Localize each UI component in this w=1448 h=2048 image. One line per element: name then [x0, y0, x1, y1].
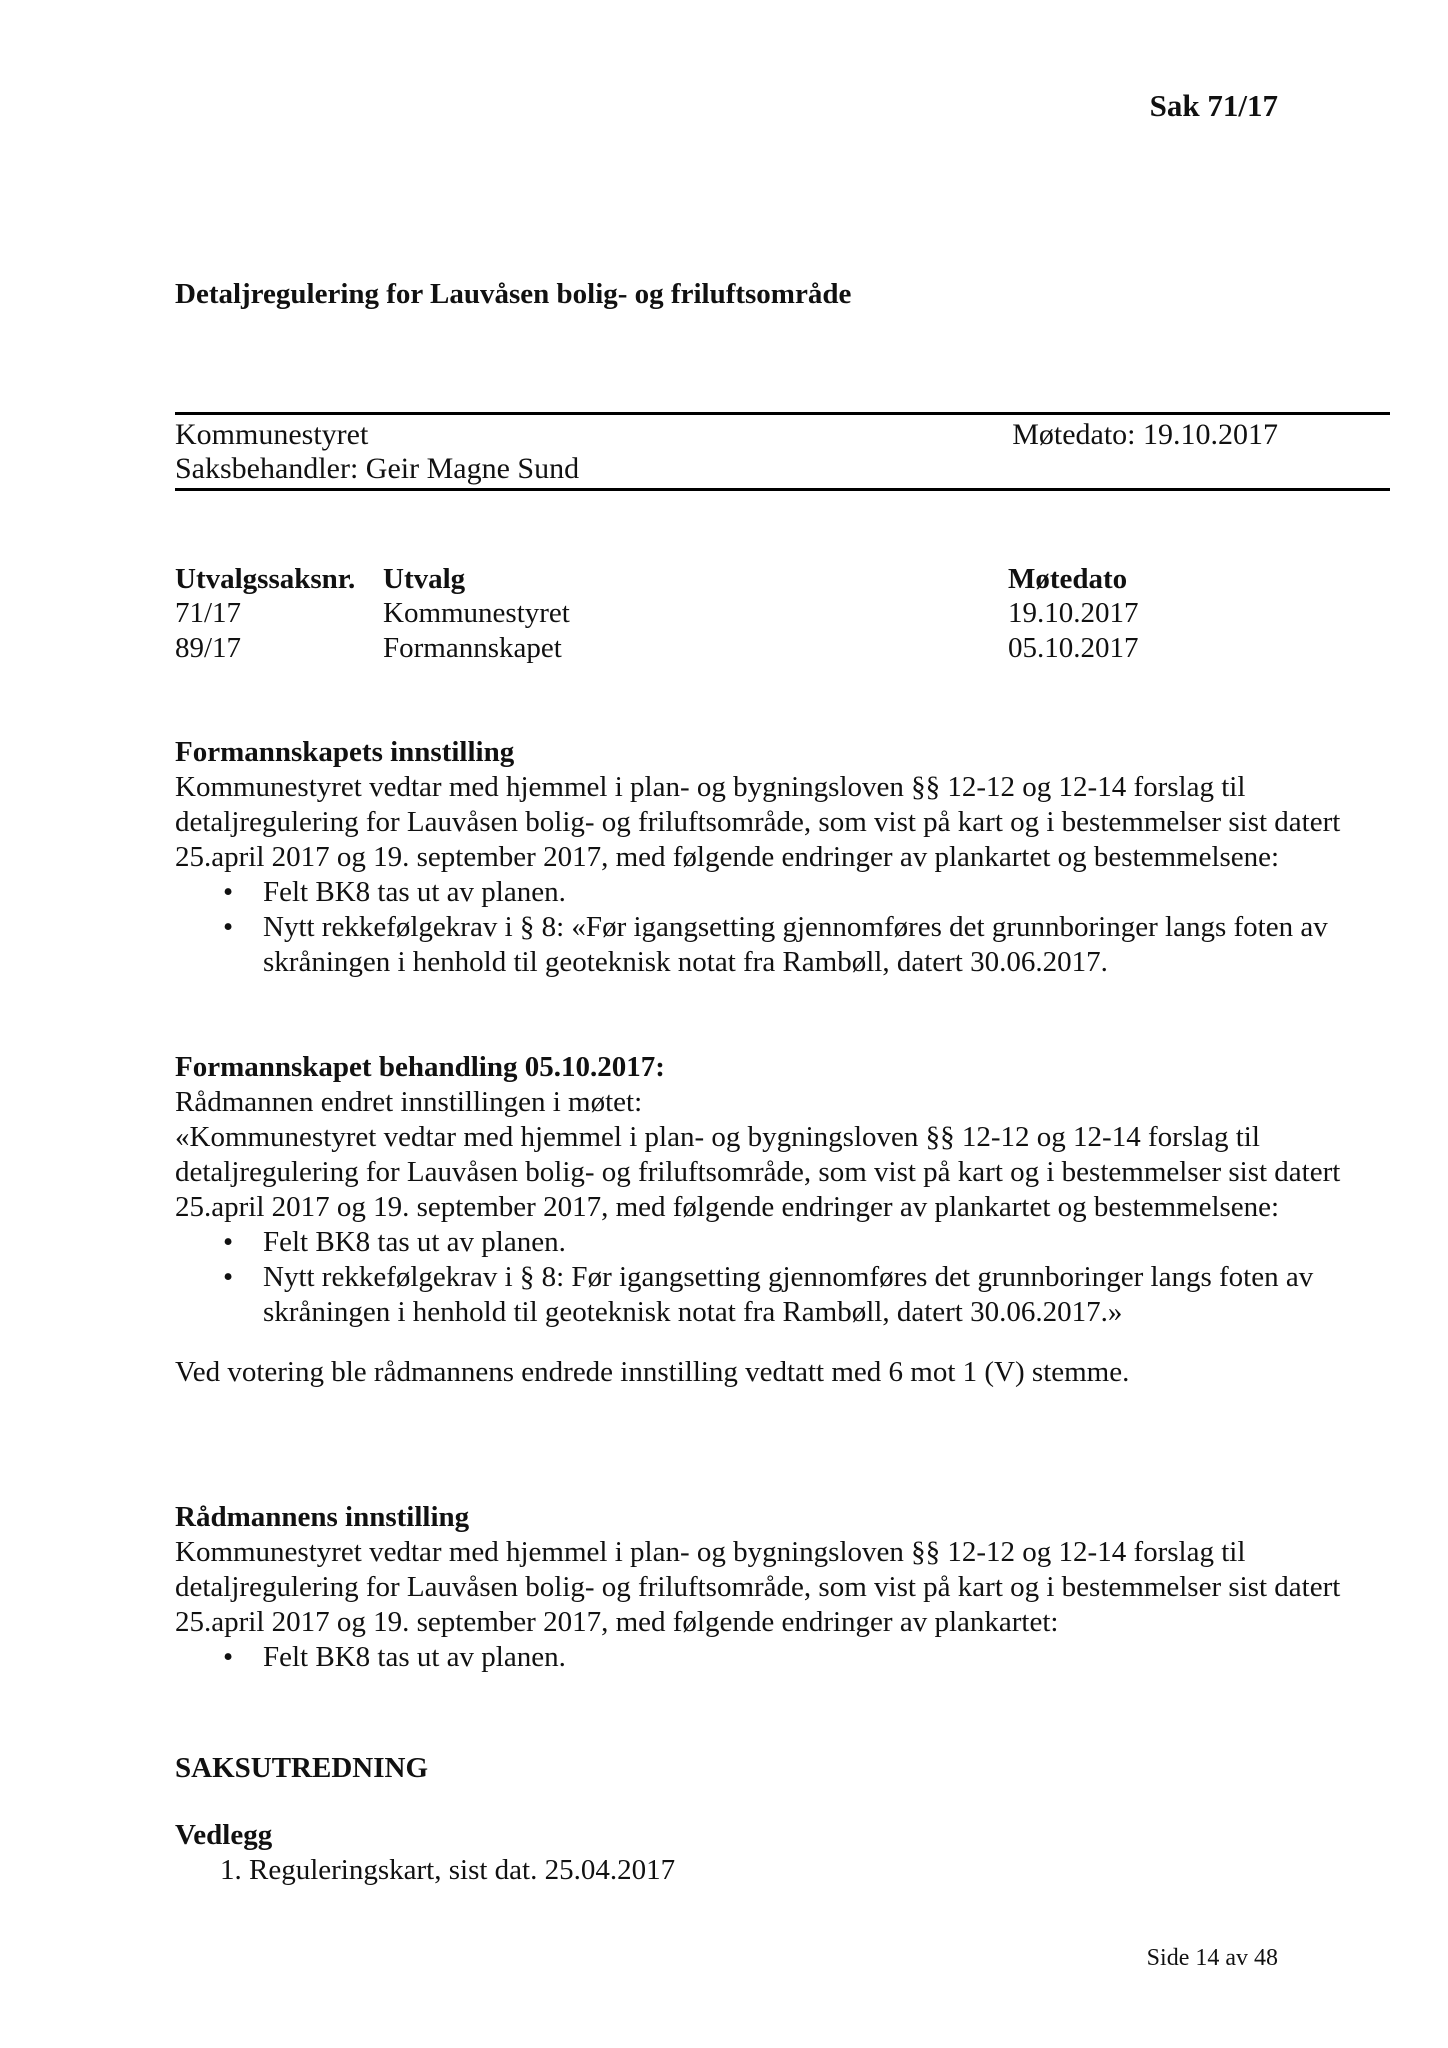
section-heading: Rådmannens innstilling — [175, 1501, 470, 1533]
table-header-case-no: Utvalgssaksnr. — [175, 563, 356, 595]
meeting-date: Møtedato: 19.10.2017 — [1012, 418, 1278, 451]
table-cell: Formannskapet — [383, 632, 562, 664]
list-item — [175, 910, 1355, 980]
bullet-icon: • — [223, 911, 234, 943]
bullet-icon: • — [223, 1261, 234, 1293]
case-number: Sak 71/17 — [1149, 88, 1278, 123]
list-item — [175, 1225, 1355, 1260]
table-cell: 19.10.2017 — [1008, 597, 1139, 629]
saksutredning-heading: SAKSUTREDNING — [175, 1752, 428, 1784]
top-rule — [175, 412, 1390, 415]
page-number: Side 14 av 48 — [1146, 1945, 1278, 1971]
list-item — [175, 1260, 1355, 1330]
list-item — [175, 1640, 1355, 1675]
section-body: «Kommunestyret vedtar med hjemmel i plan- og bygningsloven §§ 12-12 og 12-14 forslag til detaljregulering for Lauvåsen bolig- og friluftsområde, som vist på kart og i bestemmelser sist datert 25.april 2017 og 19. september 2017, med følgende endringer av plankartet og bestemmelsene: — [175, 1121, 1341, 1223]
bullet-icon: • — [223, 876, 234, 908]
vedlegg-heading: Vedlegg — [175, 1819, 273, 1851]
bullet-list — [175, 875, 1355, 980]
table-cell: Kommunestyret — [383, 597, 570, 629]
bullet-icon: • — [223, 1641, 234, 1673]
table-cell: 05.10.2017 — [1008, 632, 1139, 664]
section-intro: Rådmannen endret innstillingen i møtet: — [175, 1086, 643, 1118]
section-heading: Formannskapet behandling 05.10.2017: — [175, 1051, 665, 1083]
formannskap-innstilling-section — [175, 735, 1355, 980]
committee-label: Kommunestyret — [175, 418, 369, 451]
section-body: Kommunestyret vedtar med hjemmel i plan- og bygningsloven §§ 12-12 og 12-14 forslag til detaljregulering for Lauvåsen bolig- og friluftsområde, som vist på kart og i bestemmelser sist datert 25.april 2017 og 19. september 2017, med følgende endringer av plankartet: — [175, 1536, 1341, 1638]
case-handler: Saksbehandler: Geir Magne Sund — [175, 452, 580, 485]
list-item-text: Felt BK8 tas ut av planen. — [263, 1641, 566, 1673]
bullet-list — [175, 1225, 1355, 1330]
formannskap-behandling-section — [175, 1050, 1355, 1390]
list-item — [175, 875, 1355, 910]
list-item-text: Nytt rekkefølgekrav i § 8: «Før igangsetting gjennomføres det grunnboringer langs foten av skråningen i henhold til geoteknisk notat fra Rambøll, datert 30.06.2017. — [263, 911, 1328, 978]
section-body: Kommunestyret vedtar med hjemmel i plan- og bygningsloven §§ 12-12 og 12-14 forslag til detaljregulering for Lauvåsen bolig- og friluftsområde, som vist på kart og i bestemmelser sist datert 25.april 2017 og 19. september 2017, med følgende endringer av plankartet og bestemmelsene: — [175, 771, 1341, 873]
table-header-date: Møtedato — [1008, 563, 1128, 595]
vedlegg-list — [175, 1853, 1355, 1888]
list-item-text: Nytt rekkefølgekrav i § 8: Før igangsetting gjennomføres det grunnboringer langs foten av skråningen i henhold til geoteknisk notat fra Rambøll, datert 30.06.2017.» — [263, 1261, 1314, 1328]
bottom-rule — [175, 488, 1390, 491]
table-cell: 71/17 — [175, 597, 242, 629]
list-item-text: Felt BK8 tas ut av planen. — [263, 876, 566, 908]
section-heading: Formannskapets innstilling — [175, 736, 515, 768]
vedlegg-item: 1. Reguleringskart, sist dat. 25.04.2017 — [220, 1854, 676, 1886]
document-title: Detaljregulering for Lauvåsen bolig- og friluftsområde — [175, 278, 852, 310]
table-header-committee: Utvalg — [383, 563, 466, 595]
vedlegg-section — [175, 1818, 1355, 1888]
list-item-text: Felt BK8 tas ut av planen. — [263, 1226, 566, 1258]
radmann-innstilling-section — [175, 1500, 1355, 1675]
table-cell: 89/17 — [175, 632, 242, 664]
vote-result: Ved votering ble rådmannens endrede innstilling vedtatt med 6 mot 1 (V) stemme. — [175, 1356, 1130, 1388]
bullet-list — [175, 1640, 1355, 1675]
bullet-icon: • — [223, 1226, 234, 1258]
